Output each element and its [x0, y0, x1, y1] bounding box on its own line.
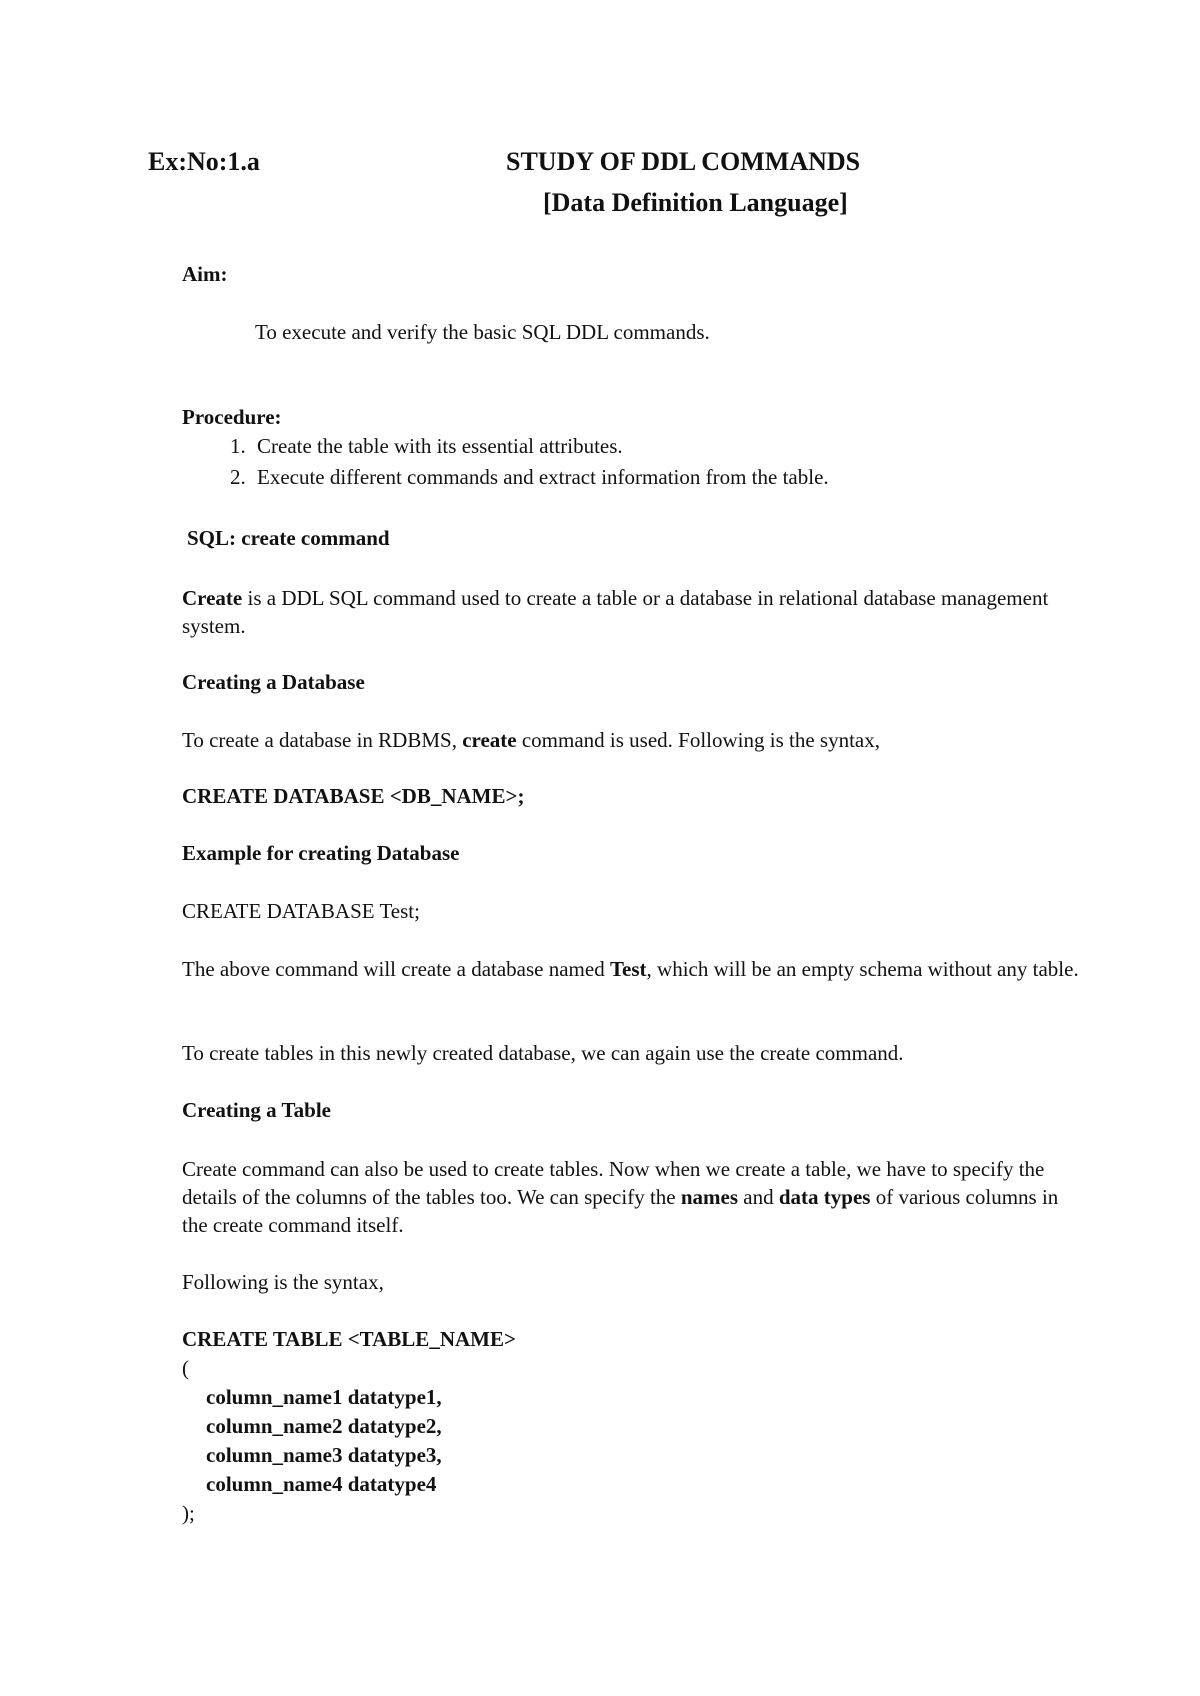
- text-segment: and: [738, 1185, 779, 1209]
- procedure-step: [230, 463, 829, 494]
- step-number: 1.: [230, 434, 246, 458]
- creating-database-heading: Creating a Database: [182, 670, 365, 694]
- creating-table-heading: Creating a Table: [182, 1098, 331, 1122]
- syntax-line: column_name4 datatype4: [206, 1472, 437, 1496]
- page-subtitle: [Data Definition Language]: [543, 188, 848, 217]
- intro-text: is a DDL SQL command used to create a table or a database in relational database management system.: [182, 586, 1049, 638]
- procedure-heading: Procedure:: [182, 405, 282, 429]
- text-segment: , which will be an empty schema without any table.: [646, 957, 1079, 981]
- example-heading: Example for creating Database: [182, 841, 460, 865]
- text-segment: Create command can also be used to create tables. Now when we create a table, we have to specify the details of the columns of the tables too. We can specify the: [182, 1157, 1045, 1209]
- syntax-line: (: [182, 1356, 189, 1380]
- sql-create-intro: [182, 584, 1082, 640]
- create-keyword: create: [462, 728, 517, 752]
- procedure-step: [230, 432, 829, 463]
- text-segment: command is used. Following is the syntax,: [516, 728, 881, 752]
- creating-table-text: [182, 1155, 1082, 1239]
- step-text: Execute different commands and extract information from the table.: [257, 465, 829, 489]
- create-database-syntax: CREATE DATABASE <DB_NAME>;: [182, 784, 525, 808]
- syntax-line: column_name2 datatype2,: [206, 1414, 442, 1438]
- db-name: Test: [609, 957, 647, 981]
- example-code: CREATE DATABASE Test;: [182, 899, 420, 923]
- text-segment: of various columns in the create command itself.: [182, 1185, 1059, 1237]
- syntax-line: column_name1 datatype1,: [206, 1385, 442, 1409]
- syntax-line: column_name3 datatype3,: [206, 1443, 442, 1467]
- page-title: STUDY OF DDL COMMANDS: [506, 147, 861, 176]
- tables-note: To create tables in this newly created database, we can again use the create command.: [182, 1041, 904, 1065]
- names-keyword: names: [680, 1185, 739, 1209]
- syntax-intro: Following is the syntax,: [182, 1270, 384, 1294]
- data-types-keyword: data types: [778, 1185, 871, 1209]
- procedure-list: [230, 432, 829, 494]
- create-keyword: Create: [182, 586, 243, 610]
- creating-database-text: [182, 726, 1082, 754]
- syntax-line: );: [182, 1501, 195, 1525]
- step-number: 2.: [230, 465, 246, 489]
- aim-text: To execute and verify the basic SQL DDL commands.: [255, 320, 710, 344]
- step-text: Create the table with its essential attributes.: [257, 434, 623, 458]
- text-segment: To create a database in RDBMS,: [182, 728, 463, 752]
- exercise-number: Ex:No:1.a: [148, 147, 260, 176]
- aim-heading: Aim:: [182, 262, 228, 286]
- syntax-line: CREATE TABLE <TABLE_NAME>: [182, 1327, 516, 1351]
- text-segment: The above command will create a database named: [182, 957, 610, 981]
- sql-create-heading: SQL: create command: [187, 526, 390, 550]
- example-explanation: [182, 955, 1082, 983]
